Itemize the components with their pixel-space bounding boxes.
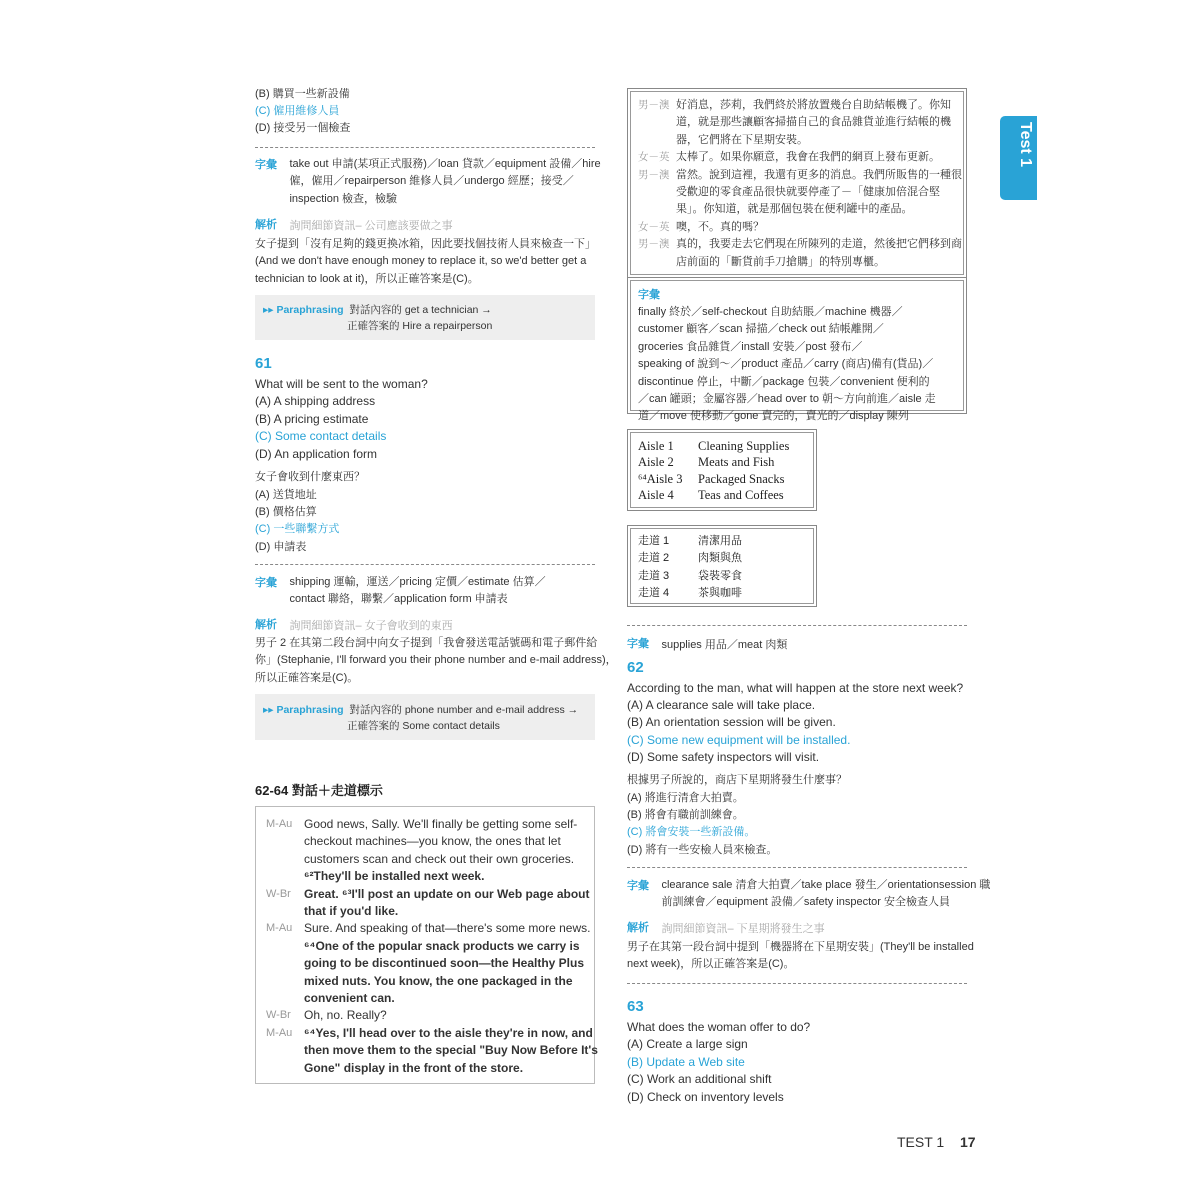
vocab-label: 字彙 [638, 289, 660, 301]
dialogue-text [304, 920, 590, 1007]
dialogue-line: 好消息，莎莉，我們終於將放置幾台自助結帳機了。你知 [676, 99, 951, 111]
vocab-label: 字彙 [255, 159, 277, 171]
aisle-category: Packaged Snacks [698, 471, 785, 486]
divider [255, 147, 595, 148]
footer [897, 1134, 976, 1150]
question-number: 62 [627, 659, 644, 676]
dialogue-text [304, 1007, 387, 1024]
dialogue-line: customers scan and check out their own groceries. [304, 851, 575, 866]
aisle-row [638, 471, 806, 487]
vocab-line: discontinue 停止，中斷／package 包裝／convenient 便利的 [638, 375, 930, 388]
divider [627, 625, 967, 626]
vocab-line: 道／move 使移動／gone 賣完的，賣光的／display 陳列 [638, 410, 909, 423]
option-b: (B) A pricing estimate [255, 412, 369, 426]
vocab-block [627, 635, 787, 654]
analysis-label: 解析 [627, 922, 649, 934]
dialogue-line: ⁶²They'll be installed next week. [304, 869, 485, 884]
analysis-topic: 詢問細節資訊– 下星期將發生之事 [661, 923, 825, 935]
analysis-line: 所以正確答案是(C)。 [255, 671, 359, 684]
dialogue-line: going to be discontinued soon—the Healthy Plus [304, 956, 585, 971]
vocab-block [255, 574, 546, 609]
analysis-topic: 詢問細節資訊– 公司應該要做之事 [289, 220, 453, 232]
dialogue-turn [638, 97, 956, 149]
aisle-number: ⁶⁴Aisle 3 [638, 471, 683, 486]
dialogue-text [304, 886, 590, 921]
dialogue-zh [638, 97, 962, 271]
paraphrasing-label: ▸▸ Paraphrasing [263, 704, 344, 716]
option-a: (A) A clearance sale will take place. [627, 698, 816, 712]
zh-option-c-answer: (C) 將會安裝一些新設備。 [627, 826, 756, 838]
aisle-row [638, 568, 806, 585]
q60-option-b: (B) 購買一些新設備 [255, 88, 350, 100]
test-tab-label: Test 1 [1017, 122, 1034, 168]
vocab-box [627, 277, 967, 423]
dialogue-line: Great. ⁶³I'll post an update on our Web page about [304, 886, 590, 901]
divider [627, 867, 967, 868]
aisle-row [638, 533, 806, 550]
speaker-label: M-Au [266, 922, 293, 935]
vocab-line: contact 聯絡，聯繫／application form 申請表 [289, 593, 508, 606]
speaker-label: 男－澳 [638, 238, 670, 251]
dialogue-turn [638, 219, 956, 236]
dialogue-line: checkout machines—you know, the ones that let [304, 834, 561, 849]
dialogue-text [676, 167, 962, 219]
q60-option-d: (D) 接受另一個檢查 [255, 122, 351, 134]
vocab-line: shipping 運輸，運送／pricing 定價／estimate 估算／ [289, 576, 546, 588]
dialogue-text [304, 1025, 598, 1077]
dialogue-line: 店前面的「斷貨前手刀搶購」的特別專櫃。 [676, 255, 885, 268]
option-b-answer: (B) Update a Web site [627, 1055, 745, 1069]
analysis-line: 女子提到「沒有足夠的錢更換冰箱，因此要找個技術人員來檢查一下」 [255, 238, 596, 250]
vocab-line: 前訓練會／equipment 設備／safety inspector 安全檢查人員 [661, 896, 950, 909]
analysis-line: 男子在其第一段台詞中提到「機器將在下星期安裝」(They'll be installed [627, 941, 974, 953]
page-number: 17 [959, 1134, 976, 1150]
vocab-line: groceries 食品雜貨／install 安裝／post 發布／ [638, 340, 863, 353]
option-b: (B) An orientation session will be given. [627, 715, 836, 729]
analysis-body [255, 635, 617, 687]
aisle-category: Cleaning Supplies [698, 439, 790, 453]
dialogue-text [676, 236, 962, 271]
dialogue-turn [266, 1025, 598, 1077]
paraphrasing-source: 對話內容的 phone number and e-mail address → [349, 704, 579, 716]
dialogue-box-zh [627, 88, 967, 278]
analysis-line: next week)，所以正確答案是(C)。 [627, 958, 795, 971]
zh-option-b: (B) 價格估算 [255, 506, 317, 518]
aisle-row [638, 585, 806, 602]
aisle-number: Aisle 1 [638, 439, 674, 453]
dialogue-line: convenient can. [304, 991, 395, 1006]
aisle-row [638, 454, 806, 470]
paraphrasing-label: ▸▸ Paraphrasing [263, 304, 344, 316]
aisle-sign-en [627, 429, 817, 511]
paraphrasing-box [255, 295, 595, 340]
dialogue-line: 器，它們將在下星期安裝。 [676, 133, 808, 146]
dialogue-en [266, 816, 598, 1077]
dialogue-line: ⁶⁴Yes, I'll head over to the aisle they're in now, and [304, 1025, 593, 1040]
test-tab [1000, 116, 1037, 200]
aisle-number: Aisle 4 [638, 487, 674, 502]
aisle-row [638, 438, 806, 454]
aisle-number: 走道 2 [638, 552, 670, 565]
dialogue-line: ⁶⁴One of the popular snack products we carry is [304, 938, 580, 953]
dialogue-line: Gone" display in the front of the store. [304, 1060, 524, 1075]
speaker-label: 女－英 [638, 151, 670, 164]
footer-test: TEST 1 [897, 1134, 945, 1150]
aisle-list-en [638, 438, 806, 503]
analysis-line: 你」(Stephanie, I'll forward you their phone number and e-mail address)， [255, 654, 617, 667]
analysis-topic: 詢問細節資訊– 女子會收到的東西 [289, 620, 453, 632]
question-number: 61 [255, 355, 272, 372]
dialogue-line: 真的，我要走去它們現在所陳列的走道，然後把它們移到商 [676, 238, 962, 251]
dialogue-line: Oh, no. Really? [304, 1008, 387, 1023]
speaker-label: W-Br [266, 887, 291, 900]
aisle-category: 茶與咖啡 [698, 587, 742, 600]
dialogue-turn [266, 1007, 584, 1024]
dialogue-line: mixed nuts. You know, the one packaged in the [304, 973, 573, 988]
vocab-line: ／can 罐頭；金屬容器／head over to 朝～方向前進／aisle 走 [638, 393, 936, 406]
speaker-label: 男－澳 [638, 99, 670, 111]
divider [627, 983, 967, 984]
vocab-label: 字彙 [627, 880, 649, 892]
analysis-label: 解析 [255, 619, 277, 631]
zh-option-d: (D) 申請表 [255, 541, 307, 553]
option-a: (A) A shipping address [255, 394, 376, 408]
dialogue-text [676, 97, 951, 149]
question-text: According to the man, what will happen at the store next week? [627, 681, 964, 695]
vocab-line: finally 終於／self-checkout 自助結賬／machine 機器／ [638, 306, 903, 318]
paraphrasing-box [255, 694, 595, 740]
zh-option-a: (A) 送貨地址 [255, 489, 317, 501]
aisle-category: 清潔用品 [698, 535, 742, 547]
dialogue-line: Sure. And speaking of that—there's some more news. [304, 921, 591, 936]
question-text: What does the woman offer to do? [627, 1020, 811, 1034]
question-text: What will be sent to the woman? [255, 377, 428, 391]
vocab-block [627, 877, 990, 912]
option-c-answer: (C) Some contact details [255, 429, 387, 443]
vocab-line: 僱，僱用／repairperson 維修人員／undergo 經歷；接受／ [289, 175, 574, 188]
zh-option-c-answer: (C) 一些聯繫方式 [255, 523, 340, 535]
vocab-line: take out 申請(某項正式服務)／loan 貸款／equipment 設備／hire [289, 158, 601, 170]
dialogue-turn [266, 816, 584, 886]
dialogue-line: that if you'd like. [304, 904, 399, 919]
analysis-body [255, 236, 596, 288]
aisle-number: 走道 4 [638, 587, 670, 600]
aisle-list-zh [638, 533, 806, 603]
divider [255, 564, 595, 565]
analysis-header [627, 919, 825, 937]
dialogue-line: 太棒了。如果你願意，我會在我們的網頁上發布更新。 [676, 151, 940, 164]
option-a: (A) Create a large sign [627, 1037, 748, 1051]
vocab-line: supplies 用品／meat 肉類 [661, 639, 788, 651]
zh-option-d: (D) 將有一些安檢人員來檢查。 [627, 844, 778, 856]
dialogue-line: 果」。你知道，就是那個包裝在便利罐中的產品。 [676, 203, 913, 216]
zh-question: 根據男子所說的，商店下星期將發生什麼事？ [627, 774, 847, 786]
aisle-number: Aisle 2 [638, 455, 674, 470]
dialogue-turn [266, 886, 590, 921]
question-number: 63 [627, 998, 644, 1015]
analysis-header [255, 216, 453, 234]
vocab-line: customer 顧客／scan 掃描／check out 結帳離開／ [638, 323, 884, 336]
dialogue-line: 道，就是那些讓顧客掃描自己的食品雜貨並進行結帳的機 [676, 116, 951, 129]
paraphrasing-source: 對話內容的 get a technician → [349, 304, 492, 316]
speaker-label: M-Au [266, 818, 293, 830]
analysis-label: 解析 [255, 219, 277, 231]
option-d: (D) Check on inventory levels [627, 1090, 784, 1104]
analysis-line: (And we don't have enough money to replace it, so we'd better get a [255, 255, 587, 268]
vocab-line: clearance sale 清倉大拍賣／take place 發生／orientationsession 職 [661, 879, 991, 891]
vocab-label: 字彙 [627, 638, 649, 650]
vocab-block [255, 156, 601, 208]
analysis-line: technician to look at it)，所以正確答案是(C)。 [255, 272, 479, 285]
aisle-number: 走道 1 [638, 535, 670, 547]
aisle-sign-zh [627, 525, 817, 607]
option-d: (D) Some safety inspectors will visit. [627, 750, 820, 764]
zh-option-b: (B) 將會有職前訓練會。 [627, 809, 744, 821]
option-d: (D) An application form [255, 447, 378, 461]
dialogue-text [676, 219, 764, 236]
dialogue-turn [638, 149, 956, 166]
aisle-category: 肉類與魚 [698, 552, 742, 565]
analysis-header [255, 616, 453, 634]
q60-option-c-answer: (C) 僱用維修人員 [255, 105, 340, 117]
aisle-row [638, 550, 806, 567]
vocab-label: 字彙 [255, 577, 277, 589]
paraphrasing-target: 正確答案的 Hire a repairperson [347, 320, 493, 332]
dialogue-line: 當然。說到這裡，我還有更多的消息。我們所販售的一種很 [676, 168, 962, 181]
dialogue-turn [266, 920, 591, 1007]
dialogue-line: 受歡迎的零食產品很快就要停產了－「健康加倍混合堅 [676, 186, 940, 199]
dialogue-text [676, 149, 940, 166]
option-c-answer: (C) Some new equipment will be installed. [627, 733, 851, 747]
option-c: (C) Work an additional shift [627, 1072, 772, 1086]
zh-question: 女子會收到什麼東西？ [255, 471, 365, 483]
dialogue-turn [638, 236, 962, 271]
speaker-label: W-Br [266, 1009, 291, 1022]
analysis-body [627, 939, 974, 974]
aisle-category: 袋裝零食 [698, 569, 742, 582]
speaker-label: M-Au [266, 1026, 293, 1039]
aisle-number: 走道 3 [638, 569, 670, 582]
dialogue-line: Good news, Sally. We'll finally be getting some self- [304, 817, 578, 831]
dialogue-turn [638, 167, 962, 219]
analysis-line: 男子 2 在其第二段台詞中向女子提到「我會發送電話號碼和電子郵件給 [255, 637, 598, 649]
zh-option-a: (A) 將進行清倉大拍賣。 [627, 792, 744, 804]
vocab-line: inspection 檢查，檢驗 [289, 192, 398, 205]
dialogue-line: then move them to the special "Buy Now Before It's [304, 1043, 598, 1058]
dialogue-box-en [255, 806, 598, 1084]
aisle-row [638, 487, 806, 503]
aisle-category: Teas and Coffees [698, 487, 784, 502]
dialogue-text [304, 816, 577, 886]
dialogue-line: 噢，不。真的嗎？ [676, 220, 764, 233]
speaker-label: 女－英 [638, 220, 670, 233]
vocab-line: speaking of 說到～／product 產品／carry (商店)備有(貨品)／ [638, 358, 934, 371]
aisle-category: Meats and Fish [698, 455, 775, 470]
paraphrasing-target: 正確答案的 Some contact details [347, 720, 500, 732]
section-title: 62-64 對話＋走道標示 [255, 783, 383, 798]
speaker-label: 男－澳 [638, 168, 670, 181]
